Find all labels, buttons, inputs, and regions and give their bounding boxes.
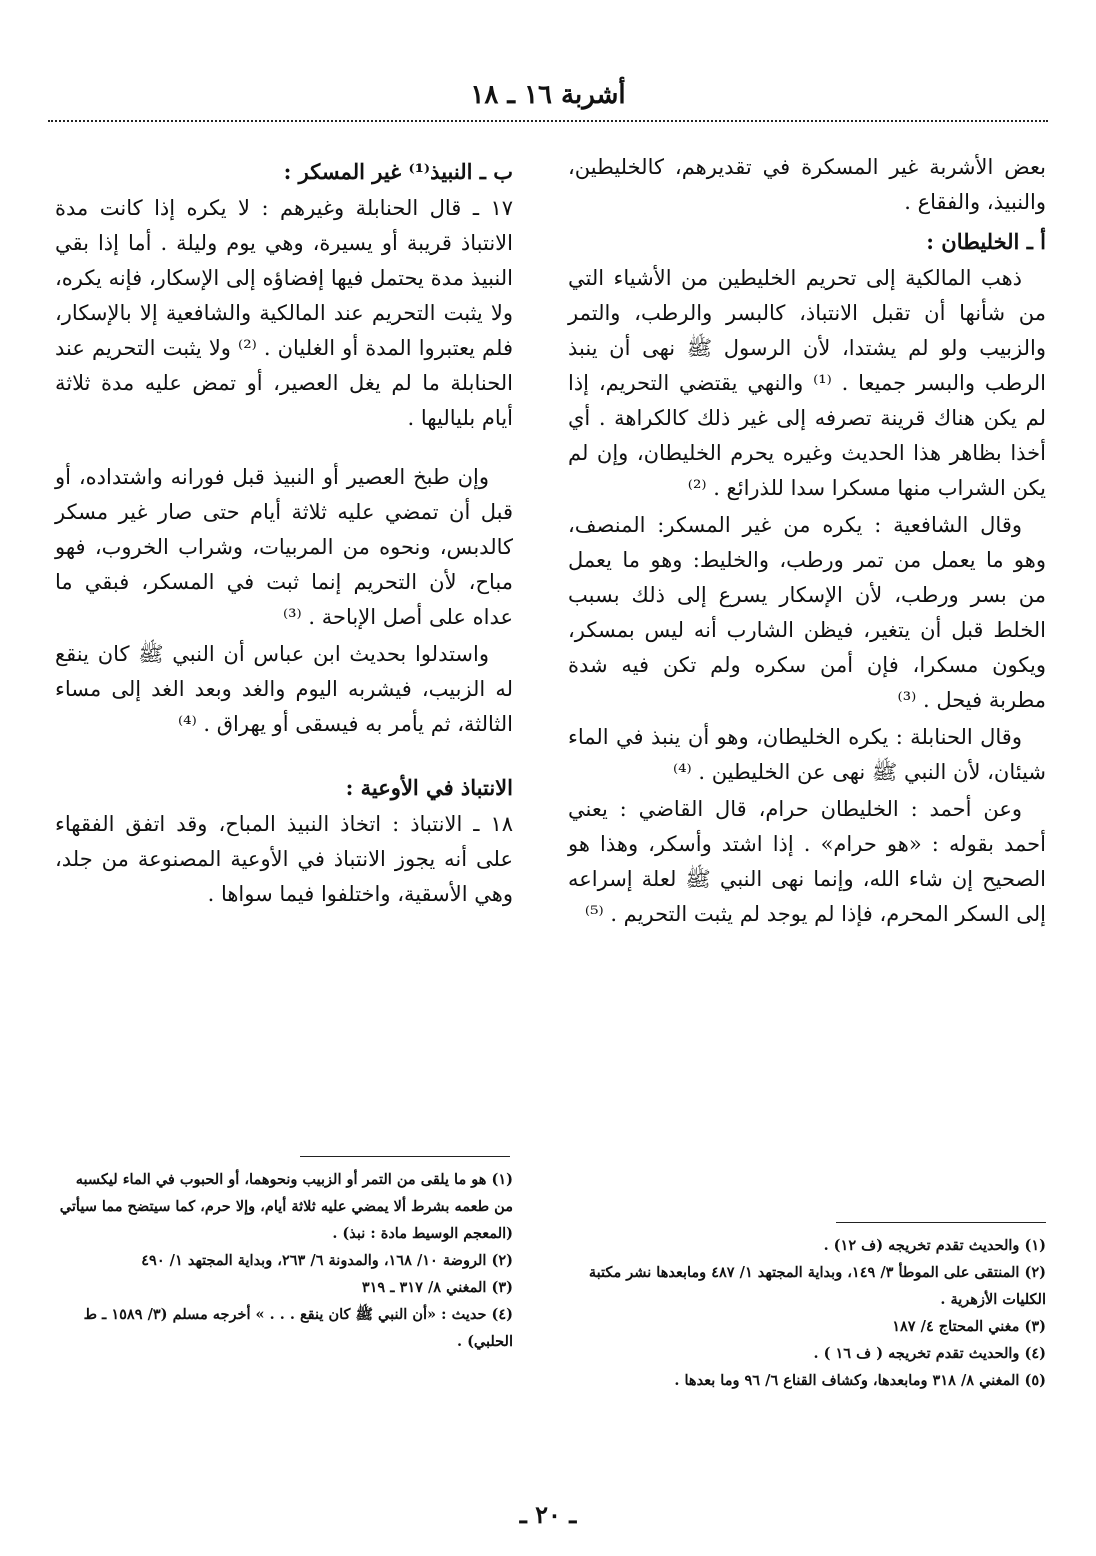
left-column <box>55 150 513 914</box>
page-number: ـ ٢٠ ـ <box>519 1500 577 1529</box>
footnote: (٣) مغني المحتاج ٤/ ١٨٧ <box>892 1318 1046 1335</box>
footnote-divider <box>836 1222 1046 1223</box>
footnote: (١) هو ما يلقى من التمر أو الزبيب ونحوهما، أو الحبوب في الماء ليكسبه من طعمه بشرط ألا يمضي عليه ثلاثة أيام، وإلا حرم، كما سيتضح مما سيأتي (المعجم الوسيط مادة : نبذ) . <box>59 1171 513 1242</box>
paragraph: ذهب المالكية إلى تحريم الخليطين من الأشياء التي من شأنها أن تقبل الانتباذ، كالبسر والرطب، والتمر والزبيب ولو لم يشتدا، لأن الرسول ﷺ نهى أن ينبذ الرطب والبسر جميعا . ⁽¹⁾ والنهي يقتضي التحريم، إذا لم يكن هناك قرينة تصرفه إلى غير ذلك كالكراهة . أي أخذا بظاهر هذا الحديث وغيره يحرم الخليطان، وإن لم يكن الشراب منها مسكرا سدا للذرائع . ⁽²⁾ <box>568 266 1046 500</box>
footnote: (٢) الروضة ١٠/ ١٦٨، والمدونة ٦/ ٢٦٣، وبداية المجتهد ١/ ٤٩٠ <box>141 1252 513 1269</box>
header-divider <box>48 120 1048 122</box>
paragraph: وإن طبخ العصير أو النبيذ قبل فورانه واشتداده، أو قبل أن تمضي عليه ثلاثة أيام حتى صار غير مسكر كالدبس، ونحوه من المربيات، وشراب الخروب، فهو مباح، لأن التحريم إنما ثبت في المسكر، فبقي ما عداه على أصل الإباحة . ⁽³⁾ <box>55 465 513 629</box>
paragraph: وقال الحنابلة : يكره الخليطان، وهو أن ينبذ في الماء شيئان، لأن النبي ﷺ نهى عن الخليطين . ⁽⁴⁾ <box>568 725 1046 784</box>
paragraph: ١٨ ـ الانتباذ : اتخاذ النبيذ المباح، وقد اتفق الفقهاء على أنه يجوز الانتباذ في الأوعية المصنوعة من جلد، وهي الأسقية، واختلفوا فيما سواها . <box>55 812 513 906</box>
paragraph: وقال الشافعية : يكره من غير المسكر: المنصف، وهو ما يعمل من تمر ورطب، والخليط: وهو ما يعمل من بسر ورطب، لأن الإسكار يسرع إلى ذلك بسبب الخلط قبل أن يتغير، فيظن الشارب أنه ليس بمسكر، ويكون مسكرا، فإن أمن سكره ولم تكن فيه شدة مطربة فيحل . ⁽³⁾ <box>568 513 1046 712</box>
footnote: (٥) المغني ٨/ ٣١٨ ومابعدها، وكشاف القناع ٦/ ٩٦ وما بعدها . <box>674 1372 1046 1389</box>
footnote: (٤) حديث : «أن النبي ﷺ كان ينقع . . . » أخرجه مسلم (٣/ ١٥٨٩ ـ ط الحلبي) . <box>83 1306 513 1350</box>
footnote: (٣) المغني ٨/ ٣١٧ ـ ٣١٩ <box>361 1279 513 1296</box>
paragraph: وعن أحمد : الخليطان حرام، قال القاضي : يعني أحمد بقوله : «هو حرام» . إذا اشتد وأسكر، وهذا هو الصحيح إن شاء الله، وإنما نهى النبي ﷺ لعلة إسراعه إلى السكر المحرم، فإذا لم يوجد لم يثبت التحريم . ⁽⁵⁾ <box>568 797 1046 926</box>
footnote: (١) والحديث تقدم تخريجه (ف ١٢) . <box>823 1237 1046 1254</box>
right-column <box>568 150 1046 934</box>
footnote-divider <box>300 1156 510 1157</box>
paragraph: واستدلوا بحديث ابن عباس أن النبي ﷺ كان ينقع له الزبيب، فيشربه اليوم والغد وبعد الغد إلى مساء الثالثة، ثم يأمر به فيسقى أو يهراق . ⁽⁴⁾ <box>55 642 513 736</box>
footnotes-right <box>568 1232 1046 1394</box>
footnotes-left <box>55 1166 513 1355</box>
section-heading-b: ب ـ النبيذ⁽¹⁾ غير المسكر : <box>283 159 513 184</box>
page-header: أشربة ١٦ ـ ١٨ <box>470 80 626 110</box>
footnote: (٤) والحديث تقدم تخريجه ( ف ١٦ ) . <box>813 1345 1046 1362</box>
footnote: (٢) المنتقى على الموطأ ٣/ ١٤٩، وبداية المجتهد ١/ ٤٨٧ ومابعدها نشر مكتبة الكليات الأزهرية . <box>588 1264 1046 1308</box>
section-heading-c: الانتباذ في الأوعية : <box>345 775 513 800</box>
paragraph: ١٧ ـ قال الحنابلة وغيرهم : لا يكره إذا كانت مدة الانتباذ قريبة أو يسيرة، وهي يوم وليلة . أما إذا بقي النبيذ مدة يحتمل فيها إفضاؤه إلى الإسكار، فإنه يكره، ولا يثبت التحريم عند المالكية والشافعية إلا بالإسكار، فلم يعتبروا المدة أو الغليان . ⁽²⁾ ولا يثبت التحريم عند الحنابلة ما لم يغل العصير، أو تمض عليه مدة ثلاثة أيام بلياليها . <box>55 196 513 430</box>
spacer <box>55 438 513 460</box>
spacer <box>55 744 513 766</box>
intro-paragraph: بعض الأشربة غير المسكرة في تقديرهم، كالخليطين، والنبيذ، والفقاع . <box>568 155 1046 214</box>
section-heading-a: أ ـ الخليطان : <box>926 229 1046 254</box>
